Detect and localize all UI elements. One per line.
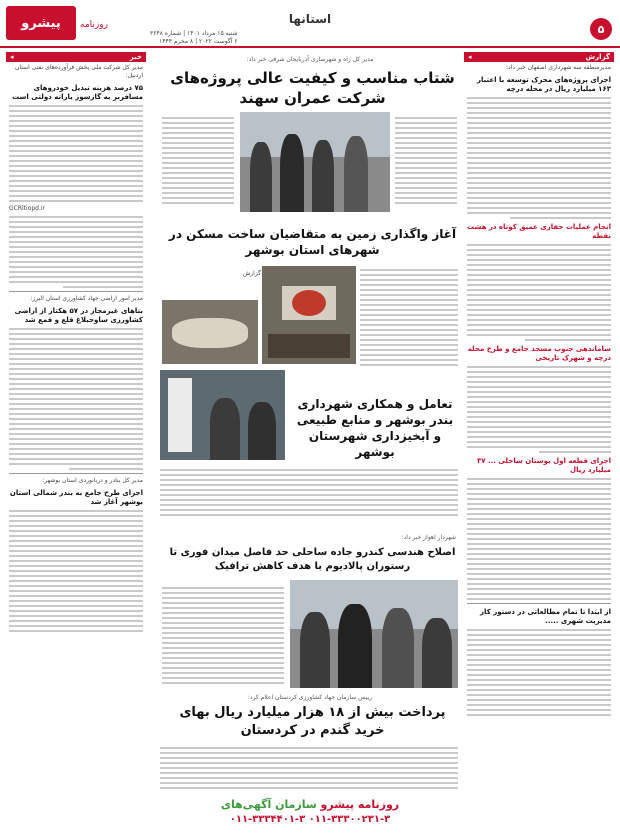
- section-title: استانها: [288, 12, 332, 26]
- ad-phones: ۰۱۱-۳۳۳۰۰۲۳۱-۳ ۰۱۱-۳۳۳۴۴۰۱-۳: [229, 814, 391, 825]
- right-kicker: مدیرمنطقه سه شهرداری اصفهان خبر داد:: [505, 64, 611, 71]
- left-kicker-2: مدیر امور اراضی جهاد کشاورزی استان البرز:: [30, 295, 143, 302]
- article-photo-5: [290, 580, 458, 688]
- ad-title: [160, 798, 460, 811]
- main-headline-1[interactable]: شتاب مناسب و کیفیت عالی پروژه‌های شرکت عمران سهند: [170, 69, 455, 107]
- main-body-3: [160, 466, 458, 519]
- right-body-4: [467, 478, 611, 600]
- left-column-header: [6, 52, 146, 62]
- right-column-title: گزارش: [585, 53, 610, 61]
- main-headline-2[interactable]: آغاز واگذاری زمین به متقاضیان ساخت مسکن در شهرهای استان بوشهر: [168, 227, 457, 257]
- main-caption-2: گزارش: [242, 270, 261, 277]
- main-body-4: [162, 584, 284, 687]
- left-kicker-1: مدیر کل شرکت ملی پخش فرآورده‌های نفتی استان اردبیل:: [15, 64, 143, 79]
- main-headline-5[interactable]: پرداخت بیش از ۱۸ هزار میلیارد ریال بهای خرید گندم در کردستان: [179, 705, 446, 738]
- main-kicker-4: شهردار اهواز خبر داد:: [401, 534, 456, 541]
- ad-brand: روزنامه پیشرو: [320, 798, 400, 811]
- right-column: [464, 52, 614, 792]
- main-body-2a: [360, 266, 458, 369]
- left-body-3: [9, 510, 143, 632]
- page-number: ۵: [590, 18, 612, 40]
- left-site-link[interactable]: GCRltiopd.ir: [9, 205, 46, 212]
- issue-dates: [150, 30, 237, 46]
- right-subhead-2: انجام عملیات حفاری عمیق کوتاه در هشت نقطه: [467, 223, 611, 240]
- chevron-left-icon: ◂: [468, 53, 472, 61]
- left-divider-2: [9, 473, 143, 474]
- main-headline-3[interactable]: تعامل و همکاری شهرداری بندر بوشهر و منابع طبیعی و آبخیزداری شهرستان بوشهر: [296, 397, 454, 459]
- right-headline-5[interactable]: از ابتدا تا تمام مطالعاتی در دستور کار مدیریت شهری .....: [480, 608, 611, 625]
- date-gregorian: ۶ آگوست ۲۰۲۲ | ۸ محرم ۱۴۴۴: [159, 38, 238, 45]
- article-photo-3: [162, 300, 258, 364]
- right-subhead-3: ساماندهی جنوب مسجد جامع و طرح محله درچه و شهرک تاریخی: [467, 345, 611, 362]
- left-body-1b: [9, 216, 143, 288]
- main-kicker-1: مدیر کل راه و شهرسازی آذربایجان شرقی خبر داد:: [246, 56, 374, 63]
- right-body-5: [467, 629, 611, 716]
- left-body-1: [9, 105, 143, 202]
- left-headline-2[interactable]: بناهای غیرمجاز در ۵۷ هکتار از اراضی کشاورزی ساوجبلاغ قلع و قمع شد: [14, 307, 143, 324]
- article-photo-2: [262, 266, 356, 364]
- date-persian: شنبه ۱۵ مرداد ۱۴۰۱ | شماره ۳۶۴۸: [150, 30, 238, 37]
- main-headline-4[interactable]: اصلاح هندسی کندرو جاده ساحلی حد فاصل میدان فوری تا رستوران پالادیوم با هدف کاهش ترافیک: [169, 547, 456, 572]
- right-body-1: [467, 97, 611, 219]
- left-column: [6, 52, 146, 792]
- right-body-3: [467, 366, 611, 453]
- newspaper-logo[interactable]: پیشرو: [6, 6, 76, 40]
- left-column-title: خبر: [129, 53, 142, 61]
- right-column-header: [464, 52, 614, 62]
- left-headline-3[interactable]: اجرای طرح جامع به بندر شمالی استان بوشهر آغاز شد: [9, 489, 143, 506]
- main-body-1b: [162, 114, 234, 207]
- right-headline-1[interactable]: اجرای پروژه‌های محرک توسعه با اعتبار ۱۶۳ میلیارد ریال در محله درچه: [476, 76, 611, 93]
- main-body-1a: [395, 114, 457, 207]
- left-divider-1: [9, 291, 143, 292]
- left-kicker-3: مدیر کل بنادر و دریانوردی استان بوشهر:: [42, 477, 143, 484]
- article-photo-4: [160, 370, 285, 460]
- right-subhead-4: اجرای قطعه اول بوستان ساحلی ... ۳۷ میلیارد ریال: [476, 457, 611, 474]
- ad-title-prefix: سازمان آگهی‌های: [220, 798, 317, 811]
- main-kicker-5: رییس سازمان جهاد کشاورزی کردستان اعلام کرد:: [247, 694, 373, 701]
- right-divider: [467, 603, 611, 604]
- left-body-2: [9, 328, 143, 470]
- masthead: [0, 0, 620, 48]
- ad-banner[interactable]: [160, 798, 460, 834]
- chevron-left-icon: ◂: [10, 53, 14, 61]
- logo-subtitle: روزنامه: [80, 20, 108, 30]
- article-photo-1: [240, 112, 390, 212]
- main-body-5: [160, 744, 458, 792]
- left-headline-1[interactable]: ۷۵ درصد هزینه تبدیل خودروهای مسافربر به گازسوز یارانه دولتی است: [12, 84, 143, 101]
- right-body-2: [467, 244, 611, 341]
